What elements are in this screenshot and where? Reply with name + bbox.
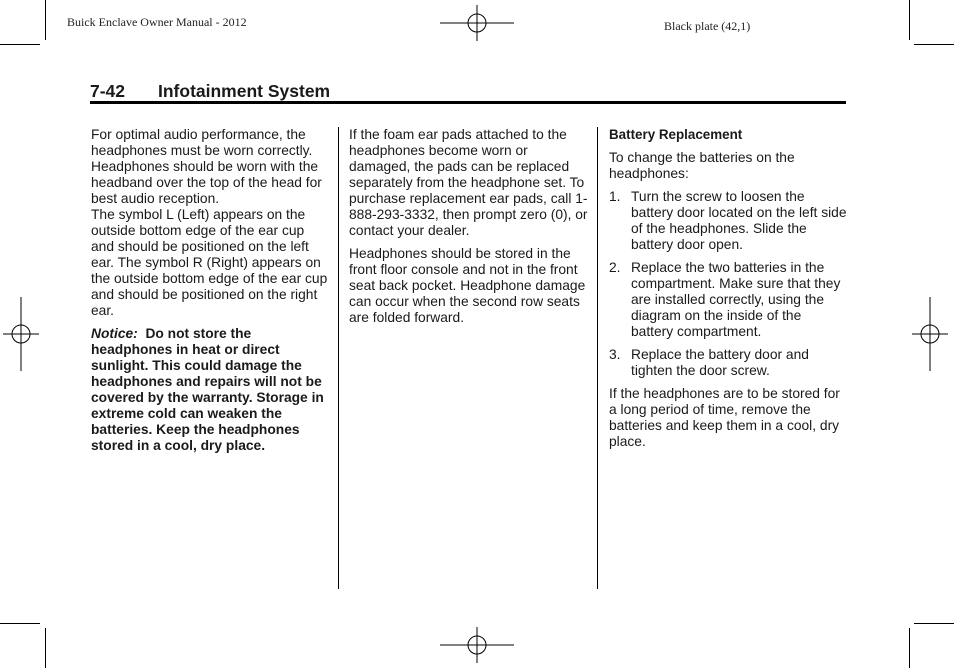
notice-block	[91, 326, 331, 454]
paragraph-left-right-symbols: The symbol L (Left) appears on the outside bottom edge of the ear cup and should be positioned on the left ear. The symbol R (Right) appears on the outside bottom edge of the ear cup and should be positioned on the right ear.	[91, 207, 328, 318]
registration-mark-left	[3, 297, 39, 371]
list-item	[609, 347, 847, 379]
column-3	[609, 127, 847, 457]
column-1	[91, 127, 331, 461]
step-number: 3.	[609, 347, 621, 362]
step-number: 2.	[609, 260, 621, 275]
step-number: 1.	[609, 189, 621, 204]
registration-mark-top	[440, 5, 514, 41]
crop-mark-top-right-horizontal	[914, 44, 954, 45]
crop-mark-bottom-left-vertical	[45, 628, 46, 668]
column-divider-2	[597, 127, 598, 589]
crop-mark-top-left-horizontal	[0, 44, 40, 45]
registration-mark-right	[912, 297, 948, 371]
registration-mark-bottom	[440, 627, 514, 663]
step-text: Turn the screw to loosen the battery door located on the left side of the headphones. Slide the battery door open.	[631, 189, 847, 252]
paragraph-headphone-wear: For optimal audio performance, the headphones must be worn correctly. Headphones should be worn with the headband over the top of the head for best audio reception.	[91, 127, 322, 206]
list-item	[609, 189, 847, 253]
crop-mark-bottom-right-horizontal	[914, 623, 954, 624]
battery-outro: If the headphones are to be stored for a long period of time, remove the batteries and keep them in a cool, dry place.	[609, 386, 840, 449]
column-divider-1	[338, 127, 339, 589]
battery-intro: To change the batteries on the headphones:	[609, 150, 795, 181]
manual-title: Buick Enclave Owner Manual - 2012	[67, 15, 247, 29]
list-item	[609, 260, 847, 340]
plate-label: Black plate (42,1)	[664, 19, 751, 33]
crop-mark-bottom-right-vertical	[909, 628, 910, 668]
paragraph-ear-pads: If the foam ear pads attached to the headphones become worn or damaged, the pads can be replaced separately from the headphone set. To purchase replacement ear pads, call 1-888-293-3332, then prompt zero (0), or contact your dealer.	[349, 127, 588, 238]
section-title: Infotainment System	[158, 81, 331, 101]
battery-replacement-heading: Battery Replacement	[609, 127, 743, 142]
step-text: Replace the battery door and tighten the door screw.	[631, 347, 809, 378]
header-rule	[90, 101, 846, 104]
notice-text: Do not store the headphones in heat or direct sunlight. This could damage the headphones and repairs will not be covered by the warranty. Storage in extreme cold can weaken the batteries. Keep the headphones stored in a cool, dry place.	[91, 326, 324, 453]
notice-label: Notice:	[91, 326, 138, 341]
step-text: Replace the two batteries in the compartment. Make sure that they are installed correctly, using the diagram on the inside of the battery compartment.	[631, 260, 841, 339]
crop-mark-top-left-vertical	[45, 0, 46, 40]
column-2	[349, 127, 589, 333]
crop-mark-top-right-vertical	[909, 0, 910, 40]
page-number: 7-42	[90, 81, 126, 101]
paragraph-storage: Headphones should be stored in the front floor console and not in the front seat back pocket. Headphone damage can occur when the second row seats are folded forward.	[349, 246, 586, 325]
crop-mark-bottom-left-horizontal	[0, 623, 40, 624]
battery-steps-list	[609, 189, 847, 379]
